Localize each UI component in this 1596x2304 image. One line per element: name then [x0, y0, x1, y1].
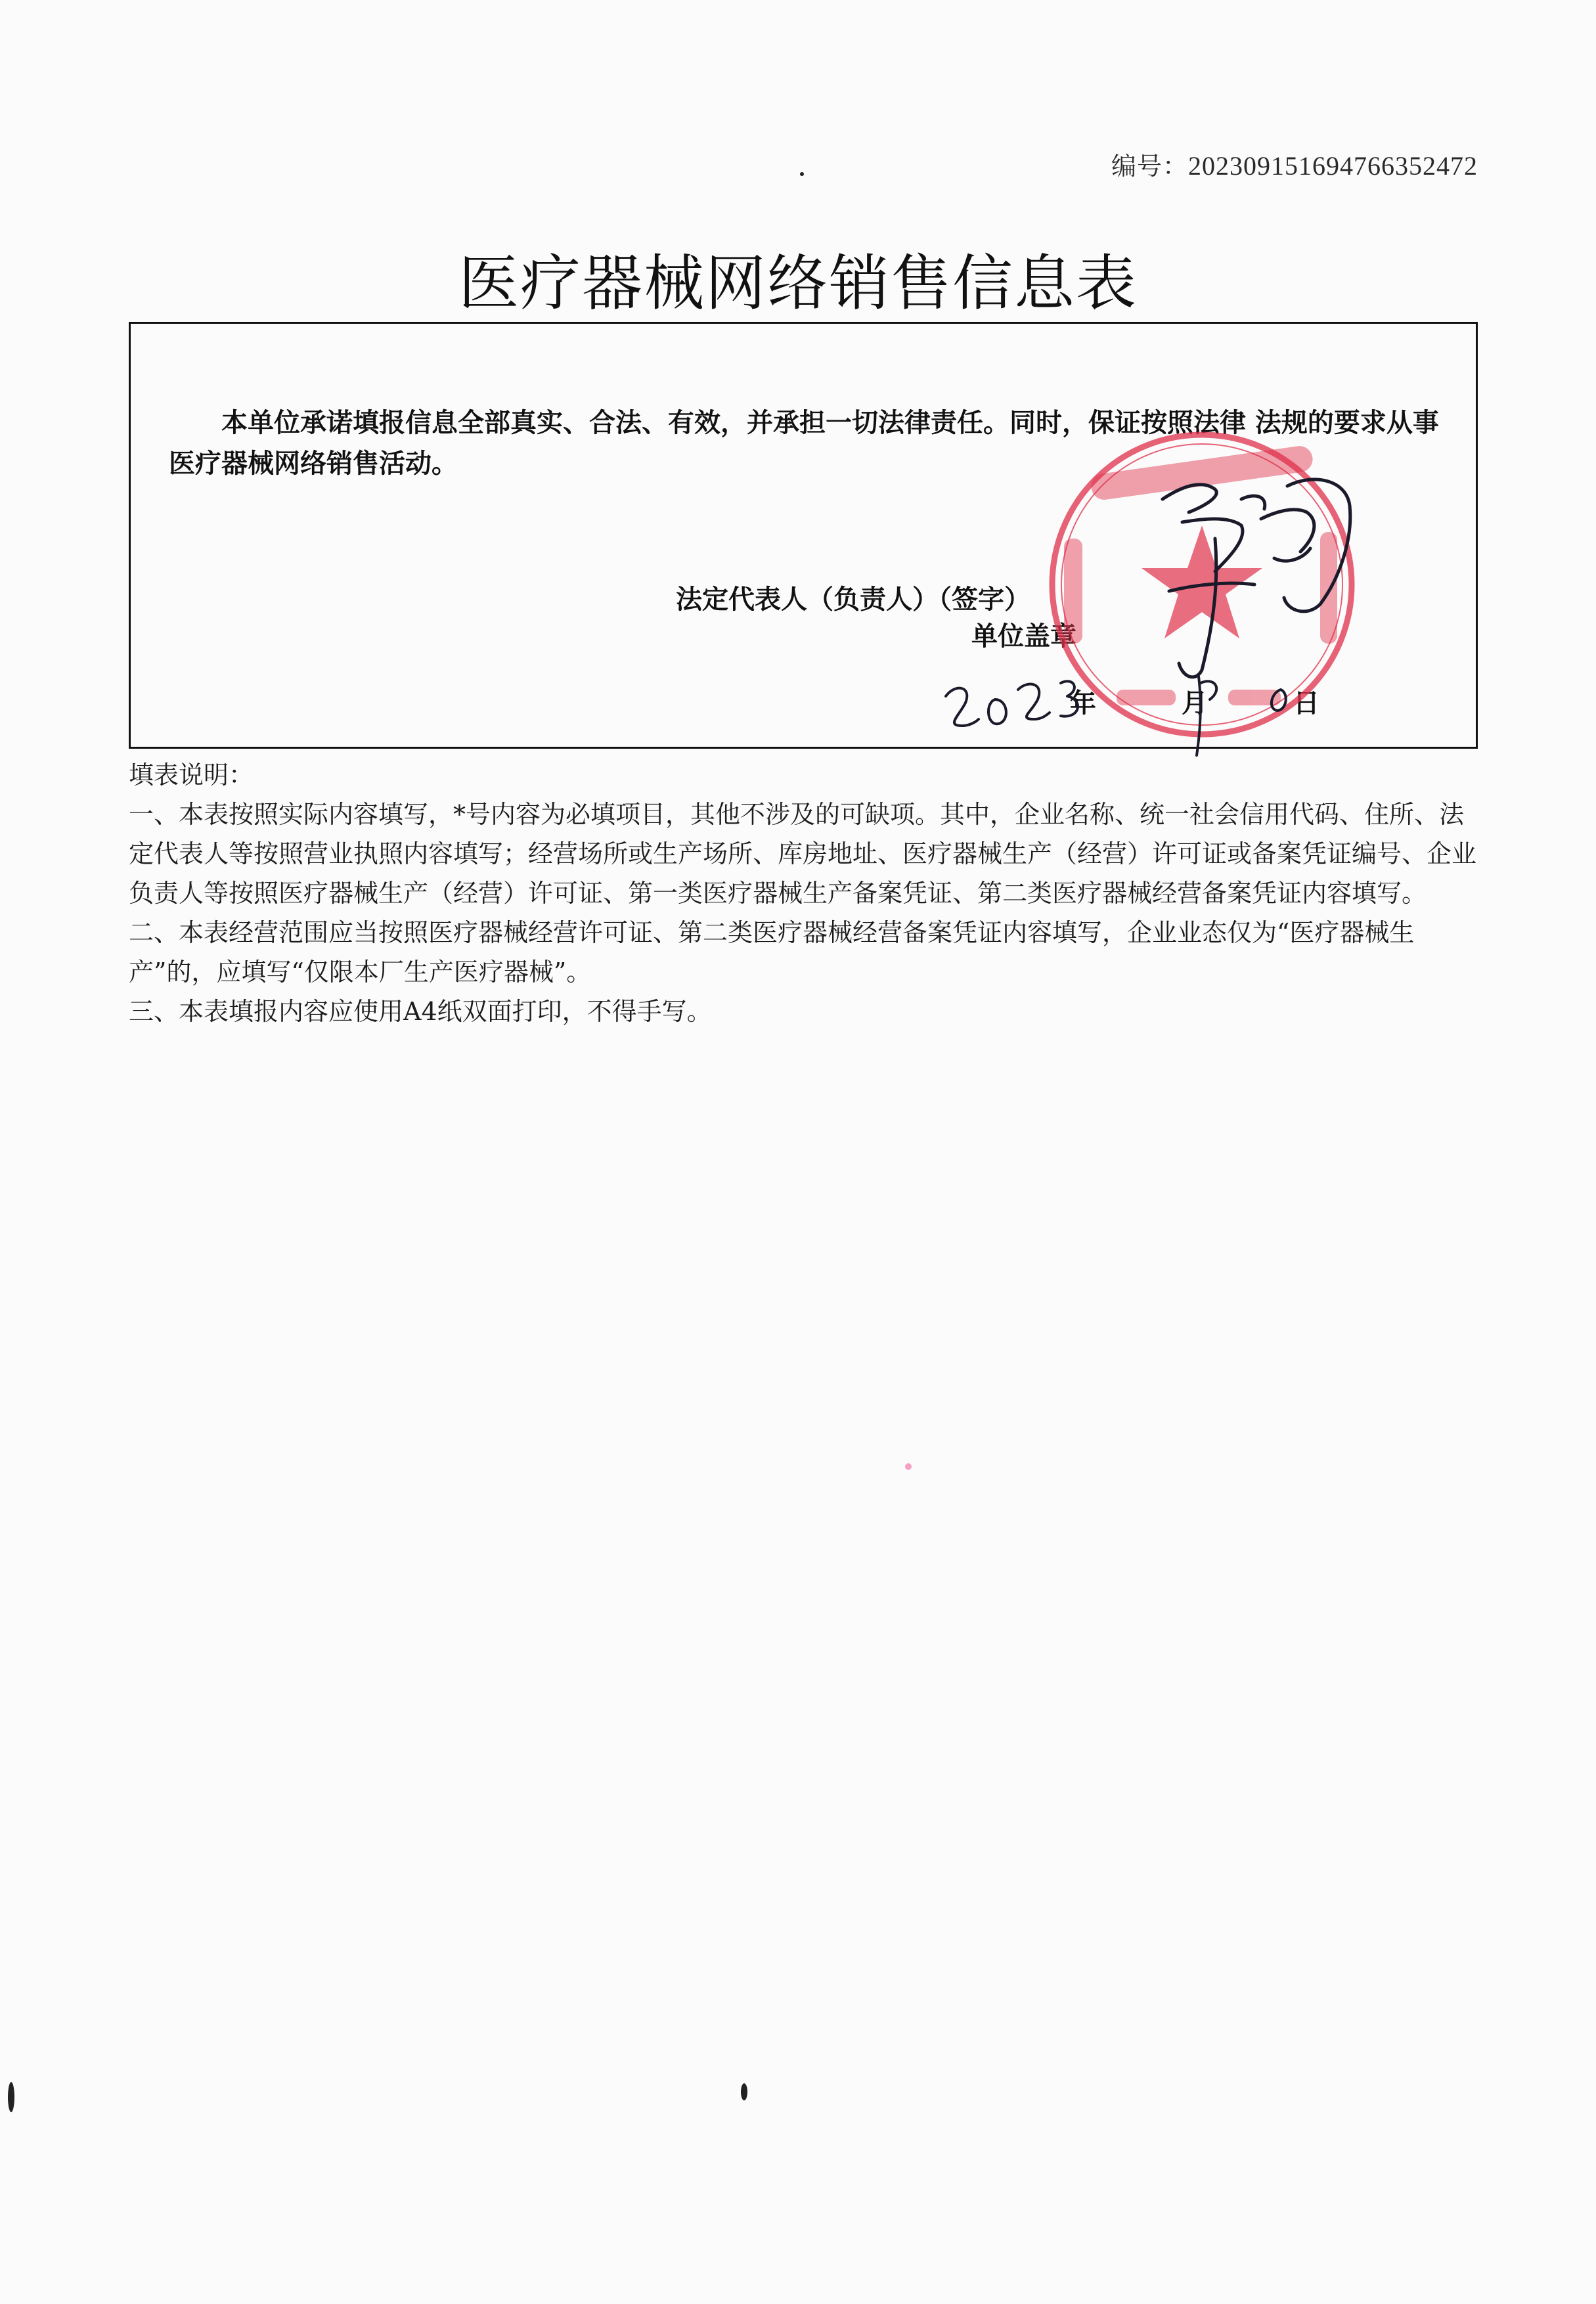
instructions: [129, 755, 1482, 1031]
pledge-text: 本单位承诺填报信息全部真实、合法、有效，并承担一切法律责任。同时，保证按照法律 法规的要求从事医疗器械网络销售活动。: [169, 408, 1439, 479]
instructions-heading: 填表说明：: [129, 761, 254, 789]
serial-number: [1111, 146, 1478, 182]
page-title: 医疗器械网络销售信息表: [458, 248, 1138, 319]
scan-speck: [800, 172, 804, 176]
scan-speck: [8, 2082, 14, 2112]
instruction-item-3: 三、本表填报内容应使用A4纸双面打印，不得手写。: [129, 997, 712, 1026]
serial-value: 2023091516947663524​72: [1188, 151, 1478, 181]
day-label: 日: [1293, 688, 1319, 719]
instruction-item-1: 一、本表按照实际内容填写，*号内容为必填项目，其他不涉及的可缺项。其中，企业名称、统一社会信用代码、住所、法定代表人等按照营业执照内容填写；经营场所或生产场所、库房地址、医疗器械生产（经营）许可证或备案凭证编号、企业负责人等按照医疗器械生产（经营）许可证、第一类医疗器械生产备案凭证、第二类医疗器械经营备案凭证内容填写。: [129, 800, 1477, 908]
instruction-item-2: 二、本表经营范围应当按照医疗器械经营许可证、第二类医疗器械经营备案凭证内容填写，企业业态仅为“医疗器械生产”的，应填写“仅限本厂生产医疗器械”。: [129, 918, 1415, 986]
serial-label: 编号：: [1111, 152, 1188, 181]
month-label: 月: [1182, 688, 1208, 719]
year-label: 年: [1070, 688, 1096, 719]
scan-speck: [741, 2083, 747, 2100]
handwritten-signature: [1143, 460, 1360, 696]
scan-speck: [905, 1463, 912, 1470]
handwritten-date: [939, 663, 1307, 762]
legal-rep-signature-label: 法定代表人（负责人）（签字）: [676, 585, 1031, 615]
company-seal-label: 单位盖章: [971, 621, 1076, 652]
